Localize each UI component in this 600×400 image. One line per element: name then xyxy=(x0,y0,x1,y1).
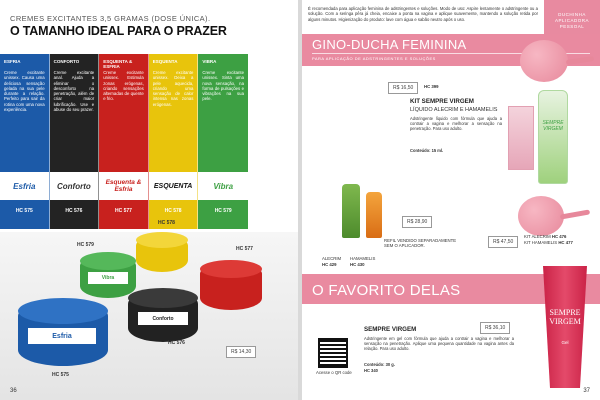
section-subtitle: PARA APLICAÇÃO DE ADSTRINGENTES E SOLUÇÕES xyxy=(312,56,436,61)
jar-yellow-lid xyxy=(136,232,188,248)
sv-content: Conteúdo: 30 g. xyxy=(364,362,395,367)
jar-label-conforto: Conforto xyxy=(138,312,188,325)
price-tag: R$ 14,30 xyxy=(226,346,256,358)
bulb-image xyxy=(520,40,568,82)
product-code: HC 576 xyxy=(65,208,83,214)
refill-note: REFIL VENDIDO SEPARADAMENTE SEM O APLICADOR. xyxy=(384,238,457,249)
product-description: Creme excitante unissex. Causa uma deliciosa sensação gelada na sua pele durante a relação. Perfeito para sair da rotina com uma nova experiência. xyxy=(4,70,45,113)
product-code: HC 579 xyxy=(214,208,232,214)
price-tag: R$ 47,50 xyxy=(488,236,518,248)
kit-hamamelis-label xyxy=(524,240,573,245)
kit-alecrim-label xyxy=(524,234,566,239)
product-name: CONFORTO xyxy=(53,59,80,64)
page-number: 37 xyxy=(583,388,590,394)
photo-code-hc577: HC 577 xyxy=(236,246,253,252)
hamamelis-code: HC 430 xyxy=(350,262,365,267)
product-logo: Esfria xyxy=(0,172,49,200)
intro-text: É recomendada para aplicação feminina de adstringentes e soluções. Modo de uso: Aspire lentamente o adstringente ou a solução. Com a seringa pêra já cheia, encaixe a ponta na vagina e aplique suavemente, mantendo a solução retida por alguns minutos. Higienização do produto: lave com água e sabão neutro após o uso. xyxy=(308,6,538,22)
photo-code-hc575: HC 575 xyxy=(52,372,69,378)
page-number: 36 xyxy=(10,388,17,394)
price-tag: R$ 36,10 xyxy=(480,322,510,334)
price-tag: R$ 28,90 xyxy=(402,216,432,228)
kit-title: KIT SEMPRE VIRGEM xyxy=(410,98,474,105)
product-description: Creme excitante unissex. Estimula zonas erógenas, criando sensações alternadas de quente e frio. xyxy=(103,70,144,102)
product-code: HC 578 xyxy=(164,208,182,214)
kit-bulb-image xyxy=(518,196,564,236)
product-description: Creme excitante unissex. Sinta uma nova sensação, na forma de pulsações e vibrações na sua pele. xyxy=(202,70,244,102)
alecrim-code: HC 429 xyxy=(322,262,337,267)
product-column-esquenta-esfria xyxy=(99,54,149,229)
alecrim-bottle xyxy=(342,184,360,238)
header-band xyxy=(544,0,600,38)
alecrim-label: ALECRIM xyxy=(322,256,342,261)
sv-code: HC 340 xyxy=(364,368,378,373)
product-column-vibra xyxy=(198,54,248,229)
jar-green-lid xyxy=(80,252,136,270)
jar-blue-lid xyxy=(18,298,108,324)
kit-alecrim-code: HC 476 xyxy=(551,234,567,239)
kit-subtitle: LÍQUIDO ALECRIM E HAMAMELIS xyxy=(410,107,498,113)
product-logo: Esquenta & Esfria xyxy=(99,172,148,200)
product-column-esfria xyxy=(0,54,50,229)
product-strip xyxy=(0,54,298,229)
jar-red-lid xyxy=(200,260,262,278)
product-code: HC 577 xyxy=(115,208,132,214)
sv-title: SEMPRE VIRGEM xyxy=(364,326,417,333)
photo-code-hc578: HC 578 xyxy=(158,220,175,226)
product-name: ESQUENTA & ESFRIA xyxy=(103,59,133,69)
kit-hamamelis-name: KIT HAMAMELIS xyxy=(524,240,558,245)
tube-sub: Gel xyxy=(561,340,569,345)
product-column-conforto xyxy=(50,54,100,229)
product-logo: Conforto xyxy=(50,172,99,200)
hamamelis-label: HAMAMELIS xyxy=(350,256,376,261)
tube-brand: SEMPRE VIRGEM xyxy=(549,308,581,326)
product-name: ESFRIA xyxy=(4,59,21,64)
kit-bulb-nozzle xyxy=(560,209,590,219)
section-title: GINO-DUCHA FEMININA xyxy=(312,37,467,52)
hamamelis-bottle xyxy=(366,192,382,238)
product-photo xyxy=(0,220,298,400)
kit-alecrim-name: KIT ALECRIM xyxy=(524,234,551,239)
qr-caption: Acesse o QR code xyxy=(316,370,352,375)
photo-code-hc579: HC 579 xyxy=(77,242,94,248)
kit-hamamelis-code: HC 477 xyxy=(558,240,573,245)
product-column-esquenta xyxy=(149,54,199,229)
product-code: HC 575 xyxy=(15,208,33,214)
price-tag: R$ 16,50 xyxy=(388,82,418,94)
product-name: VIBRA xyxy=(202,59,217,64)
product-code: HC 399 xyxy=(424,84,439,89)
photo-code-hc576: HC 576 xyxy=(168,340,185,346)
product-logo: ESQUENTA xyxy=(149,172,198,200)
header-band-text: DUCHINHA APLICADORA PESSOAL xyxy=(554,12,589,29)
kit-box-image xyxy=(508,106,534,170)
section-title: O FAVORITO DELAS xyxy=(312,282,461,299)
kit-description: Adstringente líquido com fórmula que ajuda a contrair a vagina e melhorar a sensação na penetração. Para uso adulto. xyxy=(410,116,502,132)
tube-image xyxy=(540,266,590,388)
kit-bottle-label: SEMPRE VIRGEM xyxy=(542,120,564,132)
left-page-subtitle: CREMES EXCITANTES 3,5 GRAMAS (DOSE ÚNICA). xyxy=(10,14,211,23)
product-description: Creme excitante unissex. Deixa a pele aquecida, criando uma sensação de calor intensa nas zonas erógenas. xyxy=(152,70,194,107)
product-logo: Vibra xyxy=(198,172,248,200)
jar-label-vibra: Vibra xyxy=(88,272,128,284)
left-page-title: O TAMANHO IDEAL PARA O PRAZER xyxy=(10,24,227,38)
right-page xyxy=(302,0,600,400)
product-description: Creme excitante anal. Ajuda a eliminar o desconforto na penetração, além de criar maior lubrificação. Use e abuse do seu prazer. xyxy=(53,70,95,113)
sv-description: Adstringente em gel com fórmula que ajuda a contrair a vagina e melhorar a sensação na penetração. Aplique uma pequena quantidade na vagina antes da relação. Para uso adulto. xyxy=(364,336,514,352)
left-page xyxy=(0,0,298,400)
qr-code[interactable] xyxy=(318,338,348,368)
jar-label-esfria: Esfria xyxy=(28,328,96,344)
product-name: ESQUENTA xyxy=(152,59,178,64)
kit-content: Conteúdo: 15 ml. xyxy=(410,148,444,153)
kit-bottle-image xyxy=(538,90,568,184)
jar-black-lid xyxy=(128,288,198,308)
